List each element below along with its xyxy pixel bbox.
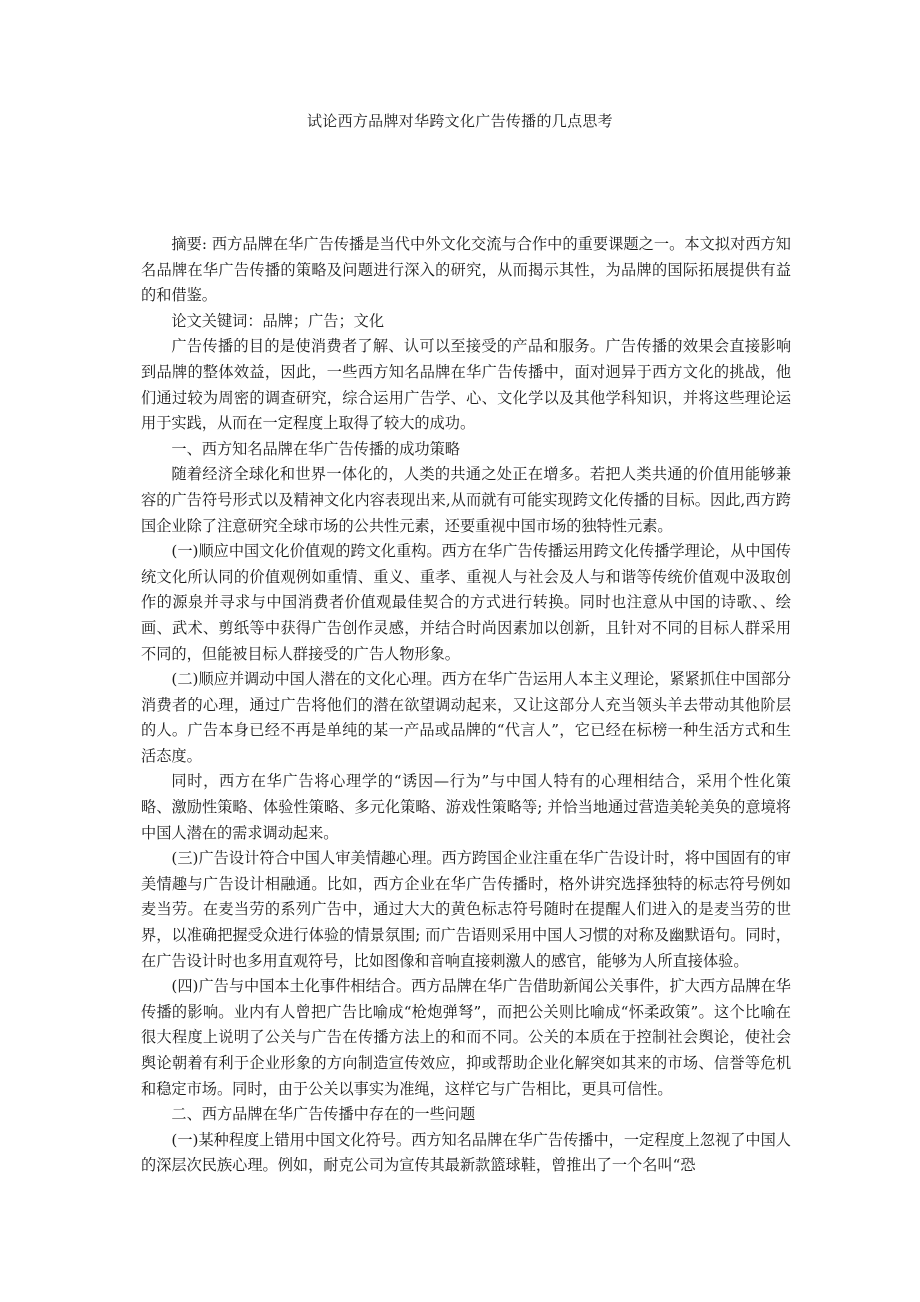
body-paragraph: (三)广告设计符合中国人审美情趣心理。西方跨国企业注重在华广告设计时，将中国固有的审美情趣与广告设计相融通。比如，西方企业在华广告传播时，格外讲究选择独特的标志符号例如麦当劳。在麦当劳的系列广告中，通过大大的黄色标志符号随时在提醒人们进入的是麦当劳的世界，以准确把握受众进行体验的情景氛围; 而广告语则采用中国人习惯的对称及幽默语句。同时，在广告设计时也多用直观符号，比如图像和音响直接刺激人的感官，能够为人所直接体验。	[141, 849, 791, 970]
keywords-paragraph: 论文关键词：品牌；广告；文化	[171, 311, 385, 330]
section-heading-2: 二、西方品牌在华广告传播中存在的一些问题	[171, 1105, 476, 1124]
body-paragraph: (一)顺应中国文化价值观的跨文化重构。西方在华广告传播运用跨文化传播学理论，从中国传统文化所认同的价值观例如重情、重义、重孝、重视人与社会及人与和谐等传统价值观中汲取创作的源泉并寻求与中国消费者价值观最佳契合的方式进行转换。同时也注意从中国的诗歌、、绘画、武术、剪纸等中获得广告创作灵感，并结合时尚因素加以创新，且针对不同的目标人群采用不同的，但能被目标人群接受的广告人物形象。	[141, 542, 791, 663]
abstract-paragraph: 摘要: 西方品牌在华广告传播是当代中外文化交流与合作中的重要课题之一。本文拟对西方知名品牌在华广告传播的策略及问题进行深入的研究，从而揭示其性，为品牌的国际拓展提供有益的和借鉴。	[141, 235, 791, 305]
body-paragraph: (四)广告与中国本土化事件相结合。西方品牌在华广告借助新闻公关事件，扩大西方品牌在华传播的影响。业内有人曾把广告比喻成“枪炮弹弩”，而把公关则比喻成“怀柔政策”。这个比喻在很大程度上说明了公关与广告在传播方法上的和而不同。公关的本质在于控制社会舆论，使社会舆论朝着有利于企业形象的方向制造宣传效应，抑或帮助企业化解突如其来的市场、信誉等危机和稳定市场。同时，由于公关以事实为准绳，这样它与广告相比，更具可信性。	[141, 977, 791, 1098]
body-paragraph: 同时，西方在华广告将心理学的“诱因—行为”与中国人特有的心理相结合，采用个性化策略、激励性策略、体验性策略、多元化策略、游戏性策略等; 并恰当地通过营造美轮美奂的意境将中国人潜在的需求调动起来。	[141, 772, 791, 842]
body-paragraph: (二)顺应并调动中国人潜在的文化心理。西方在华广告运用人本主义理论，紧紧抓住中国部分消费者的心理，通过广告将他们的潜在欲望调动起来，又让这部分人充当领头羊去带动其他阶层的人。广告本身已经不再是单纯的某一产品或品牌的“代言人”，它已经在标榜一种生活方式和生活态度。	[141, 670, 791, 765]
body-paragraph: 随着经济全球化和世界一体化的，人类的共通之处正在增多。若把人类共通的价值用能够兼容的广告符号形式以及精神文化内容表现出来,从而就有可能实现跨文化传播的目标。因此,西方跨国企业除了注意研究全球市场的公共性元素，还要重视中国市场的独特性元素。	[141, 465, 791, 535]
body-paragraph: (一)某种程度上错用中国文化符号。西方知名品牌在华广告传播中，一定程度上忽视了中国人的深层次民族心理。例如，耐克公司为宣传其最新款篮球鞋，曾推出了一个名叫“恐	[141, 1130, 791, 1175]
intro-paragraph: 广告传播的目的是使消费者了解、认可以至接受的产品和服务。广告传播的效果会直接影响到品牌的整体效益，因此，一些西方知名品牌在华广告传播中，面对迥异于西方文化的挑战，他们通过较为周密的调查研究，综合运用广告学、心、文化学以及其他学科知识，并将这些理论运用于实践，从而在一定程度上取得了较大的成功。	[141, 337, 791, 433]
document-body	[141, 232, 791, 1179]
document-title: 试论西方品牌对华跨文化广告传播的几点思考	[306, 112, 613, 130]
section-heading-1: 一、西方知名品牌在华广告传播的成功策略	[171, 439, 460, 458]
